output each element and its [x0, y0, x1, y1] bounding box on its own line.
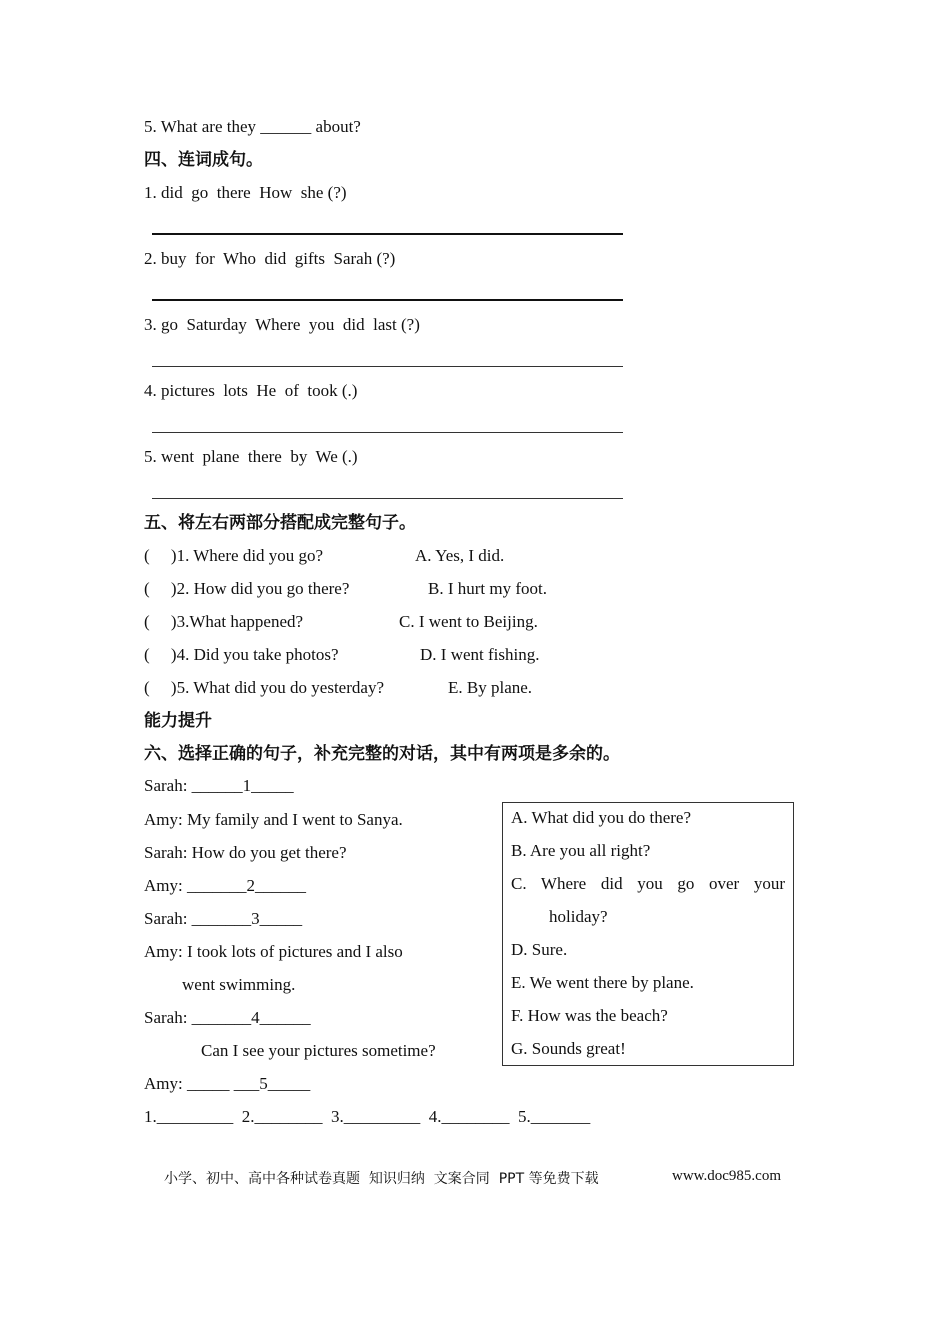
- s4-item-5: 5. went plane there by We (.): [144, 447, 358, 466]
- option-g: G. Sounds great!: [511, 1039, 626, 1058]
- option-b: B. Are you all right?: [511, 841, 651, 860]
- dialogue-line-9: Can I see your pictures sometime?: [201, 1041, 436, 1060]
- s5-left-2: ( )2. How did you go there?: [144, 579, 350, 598]
- footer-url: www.doc985.com: [672, 1168, 782, 1184]
- section-5-title: 五、将左右两部分搭配成完整句子。: [144, 513, 416, 533]
- answer-line-2[interactable]: [152, 299, 623, 301]
- s4-item-3: 3. go Saturday Where you did last (?): [144, 315, 420, 334]
- dialogue-line-7: went swimming.: [182, 975, 296, 994]
- s5-right-4: D. I went fishing.: [420, 645, 540, 664]
- answer-line-5[interactable]: [152, 498, 623, 499]
- options-box: [502, 802, 794, 1066]
- answer-line-1[interactable]: [152, 233, 623, 235]
- s5-left-3: ( )3.What happened?: [144, 612, 304, 631]
- s5-right-2: B. I hurt my foot.: [428, 579, 547, 598]
- option-d: D. Sure.: [511, 940, 568, 959]
- dialogue-line-10: Amy: _____ ___5_____: [144, 1074, 311, 1093]
- answer-line-4[interactable]: [152, 432, 623, 433]
- option-a: A. What did you do there?: [511, 808, 692, 827]
- answer-blanks: 1._________ 2.________ 3._________ 4.________ 5._______: [144, 1107, 591, 1126]
- option-f: F. How was the beach?: [511, 1006, 668, 1025]
- s5-right-5: E. By plane.: [448, 678, 533, 697]
- dialogue-line-4: Amy: _______2______: [144, 876, 306, 895]
- s5-right-3: C. I went to Beijing.: [399, 612, 538, 631]
- dialogue-line-2: Amy: My family and I went to Sanya.: [144, 810, 403, 829]
- s5-left-1: ( )1. Where did you go?: [144, 546, 324, 565]
- s4-item-2: 2. buy for Who did gifts Sarah (?): [144, 249, 396, 268]
- s4-item-4: 4. pictures lots He of took (.): [144, 381, 358, 400]
- s4-item-1: 1. did go there How she (?): [144, 183, 347, 202]
- answer-line-3[interactable]: [152, 366, 623, 367]
- s5-left-4: ( )4. Did you take photos?: [144, 645, 339, 664]
- dialogue-line-1: Sarah: ______1_____: [144, 776, 294, 795]
- dialogue-line-6: Amy: I took lots of pictures and I also: [144, 942, 403, 961]
- s5-left-5: ( )5. What did you do yesterday?: [144, 678, 384, 697]
- dialogue-line-8: Sarah: _______4______: [144, 1008, 311, 1027]
- ability-heading: 能力提升: [144, 711, 212, 731]
- dialogue-line-3: Sarah: How do you get there?: [144, 843, 347, 862]
- footer-text: 小学、初中、高中各种试卷真题 知识归纳 文案合同 PPT 等免费下载: [164, 1171, 599, 1187]
- option-e: E. We went there by plane.: [511, 973, 694, 992]
- section-6-title: 六、选择正确的句子，补充完整的对话，其中有两项是多余的。: [144, 744, 620, 764]
- option-c: C. Where did you go over your: [511, 874, 785, 893]
- section-4-title: 四、连词成句。: [144, 150, 263, 170]
- dialogue-line-5: Sarah: _______3_____: [144, 909, 303, 928]
- question-5-about: 5. What are they ______ about?: [144, 117, 361, 136]
- s5-right-1: A. Yes, I did.: [415, 546, 505, 565]
- option-c-cont: holiday?: [549, 907, 608, 926]
